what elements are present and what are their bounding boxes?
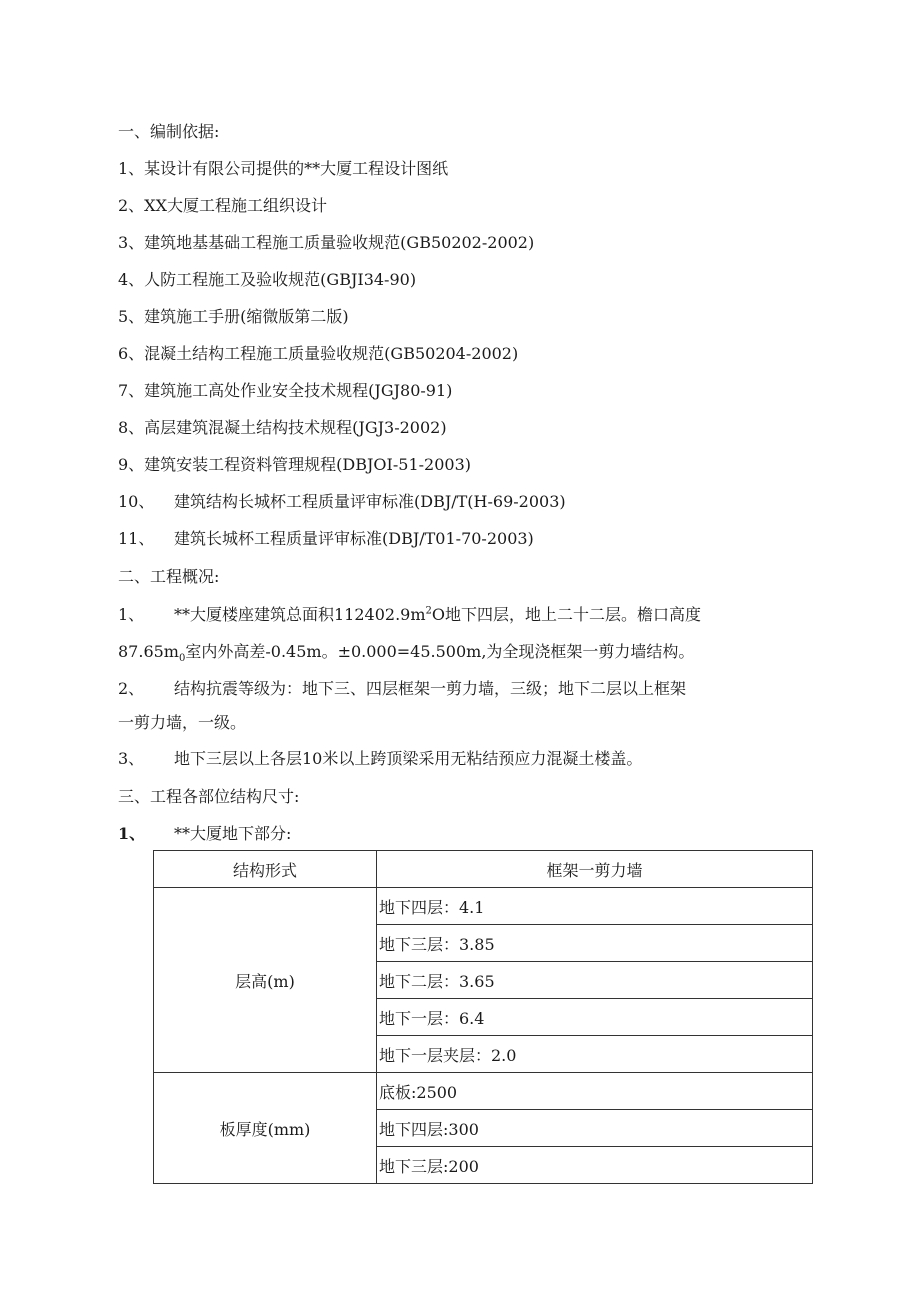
table-header-structure-form: 结构形式 xyxy=(154,851,377,888)
overview-para-1-superscript: 2 xyxy=(425,605,432,617)
overview-para-2 xyxy=(118,678,686,700)
overview-para-1 xyxy=(118,604,701,626)
basis-item-10-text: 建筑结构长城杯工程质量评审标准(DBJ/T(H-69-2003) xyxy=(174,492,566,511)
basis-item-11-number: 11、 xyxy=(118,529,155,548)
basis-item-4: 4、人防工程施工及验收规范(GBJI34-90) xyxy=(118,270,417,289)
basis-item-1: 1、某设计有限公司提供的**大厦工程设计图纸 xyxy=(118,159,449,178)
basis-item-5: 5、建筑施工手册(缩微版第二版) xyxy=(118,307,349,326)
overview-para-1-number: 1、 xyxy=(118,605,145,624)
basis-item-2: 2、XX大厦工程施工组织设计 xyxy=(118,196,327,215)
overview-para-2-number: 2、 xyxy=(118,679,145,698)
table-header-frame-shear-wall: 框架一剪力墙 xyxy=(377,851,813,888)
overview-para-1-line2 xyxy=(118,641,694,663)
structure-dimensions-table xyxy=(153,850,813,1184)
table-cell: 地下一层夹层：2.0 xyxy=(377,1036,813,1073)
overview-para-2-text: 结构抗震等级为：地下三、四层框架一剪力墙，三级；地下二层以上框架 xyxy=(174,679,687,698)
overview-para-2-line2: 一剪力墙，一级。 xyxy=(118,713,247,732)
section3-subheading-text: **大厦地下部分: xyxy=(174,824,292,843)
overview-para-1-subscript: 0 xyxy=(178,653,186,665)
basis-item-10-number: 10、 xyxy=(118,492,155,511)
section3-subheading xyxy=(118,823,291,845)
section3-subheading-number: 1、 xyxy=(118,824,146,843)
basis-item-9: 9、建筑安装工程资料管理规程(DBJOI-51-2003) xyxy=(118,455,471,474)
overview-para-3 xyxy=(118,748,642,770)
table-cell: 地下四层：4.1 xyxy=(377,888,813,925)
basis-item-8: 8、高层建筑混凝土结构技术规程(JGJ3-2002) xyxy=(118,418,447,437)
basis-item-6: 6、混凝土结构工程施工质量验收规范(GB50204-2002) xyxy=(118,344,519,363)
table-cell: 地下三层:200 xyxy=(377,1147,813,1184)
section3-heading: 三、工程各部位结构尺寸: xyxy=(118,787,300,806)
basis-item-11 xyxy=(118,528,534,550)
table-row xyxy=(154,888,813,925)
table-header-row xyxy=(154,851,813,888)
section1-heading: 一、编制依据: xyxy=(118,122,220,141)
overview-para-3-text: 地下三层以上各层10米以上跨顶梁采用无粘结预应力混凝土楼盖。 xyxy=(174,749,643,768)
basis-item-3: 3、建筑地基基础工程施工质量验收规范(GB50202-2002) xyxy=(118,233,535,252)
table-cell: 底板:2500 xyxy=(377,1073,813,1110)
overview-para-1-line2-b: 室内外高差-0.45m。±0.000=45.500m,为全现浇框架一剪力墙结构。 xyxy=(185,642,695,661)
table-label-slab-thickness: 板厚度(mm) xyxy=(154,1073,377,1184)
table-cell: 地下四层:300 xyxy=(377,1110,813,1147)
table-cell: 地下二层：3.65 xyxy=(377,962,813,999)
basis-item-10 xyxy=(118,491,566,513)
overview-para-1-line2-a: 87.65m xyxy=(118,642,179,661)
overview-para-1-text-a: **大厦楼座建筑总面积112402.9m xyxy=(174,605,426,624)
table-label-floor-height: 层高(m) xyxy=(154,888,377,1073)
section2-heading: 二、工程概况: xyxy=(118,567,220,586)
table-cell: 地下三层：3.85 xyxy=(377,925,813,962)
basis-item-11-text: 建筑长城杯工程质量评审标准(DBJ/T01-70-2003) xyxy=(174,529,534,548)
overview-para-3-number: 3、 xyxy=(118,749,145,768)
overview-para-1-text-b: O地下四层，地上二十二层。檐口高度 xyxy=(431,605,702,624)
basis-item-7: 7、建筑施工高处作业安全技术规程(JGJ80-91) xyxy=(118,381,453,400)
table-row xyxy=(154,1073,813,1110)
table-cell: 地下一层：6.4 xyxy=(377,999,813,1036)
